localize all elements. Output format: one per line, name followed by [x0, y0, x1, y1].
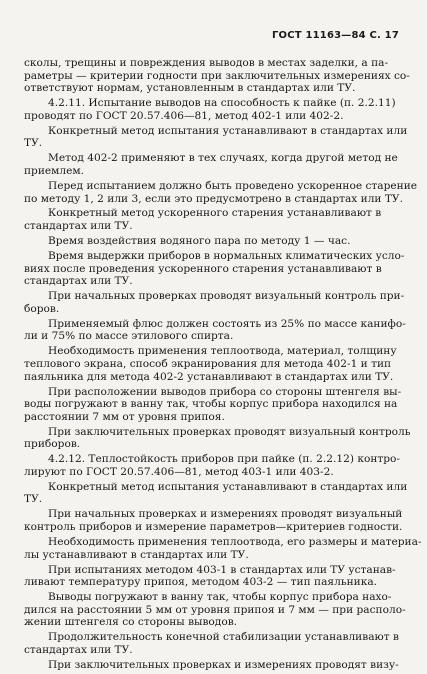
text-line: воды погружают в ванну так, чтобы корпус прибора находился на [24, 398, 398, 411]
text-line: При заключительных проверках и измерениях проводят визу- [48, 658, 399, 671]
text-line: Конкретный метод ускоренного старения устанавливают в [48, 207, 382, 220]
text-line: Время воздействия водяного пара по методу 1 — час. [48, 235, 351, 248]
text-line: При начальных проверках и измерениях проводят визуальный [48, 508, 403, 521]
paragraph [24, 480, 408, 506]
text-line: паяльника для метода 402-2 устанавливают в стандартах или ТУ. [24, 370, 394, 383]
text-line: дился на расстоянии 5 мм от уровня припоя и 7 мм — при располо- [24, 603, 406, 616]
text-line: Конкретный метод испытания устанавливают в стандартах или [48, 124, 408, 137]
text-line: При испытаниях методом 403-1 в стандартах или ТУ устанав- [48, 563, 396, 576]
text-line: При начальных проверках проводят визуальный контроль при- [48, 290, 405, 303]
paragraph [24, 235, 398, 248]
text-line: приборов. [24, 438, 81, 451]
paragraph [24, 179, 418, 205]
text-line: ТУ. [24, 493, 43, 506]
paragraph [24, 207, 398, 232]
text-line: ТУ. [24, 137, 43, 150]
paragraph [24, 250, 405, 288]
paragraph [24, 425, 411, 451]
text-line: стандартах или ТУ. [24, 643, 133, 656]
paragraph [24, 290, 405, 315]
paragraph [24, 453, 398, 478]
page-header: ГОСТ 11163—84 С. 17 [271, 30, 399, 41]
text-line: по методу 1, 2 или 3, если это предусмотрено в стандартах или ТУ. [24, 192, 403, 205]
text-line: Продолжительность конечной стабилизации устанавливают в [48, 631, 399, 644]
text-line: ответствуют нормам, установленным в стандартах или ТУ. [24, 82, 356, 95]
paragraph [24, 57, 410, 95]
document-body [24, 57, 422, 674]
text-line: лируют по ГОСТ 20.57.406—81, метод 403-1 или 403-2. [24, 465, 334, 478]
text-line: 4.2.11. Испытание выводов на способность к пайке (п. 2.2.11) [48, 97, 396, 110]
paragraph [24, 345, 398, 383]
text-line: проводят по ГОСТ 20.57.406—81, метод 402-1 или 402-2. [24, 109, 344, 122]
text-line: приемлем. [24, 164, 85, 177]
text-line: Применяемый флюс должен состоять из 25% по массе канифо- [48, 317, 406, 330]
text-line: При заключительных проверках проводят визуальный контроль [48, 425, 411, 438]
text-line: виях после проведения ускоренного старения устанавливают в [24, 262, 382, 275]
text-line: Перед испытанием должно быть проведено ускоренное старение [48, 179, 418, 192]
text-line: Необходимость применения теплоотвода, материал, толщину [48, 345, 397, 358]
paragraph [24, 591, 406, 629]
text-line: расстоянии 7 мм от уровня припоя. [24, 410, 225, 423]
paragraph [24, 152, 398, 177]
paragraph [24, 124, 408, 150]
paragraph [24, 659, 398, 672]
text-line: Выводы погружают в ванну так, чтобы корпус прибора нахо- [48, 591, 392, 604]
text-line: ливают температуру припоя, методом 403-2 — тип паяльника. [24, 576, 378, 589]
text-line: стандартах или ТУ. [24, 275, 133, 288]
text-line: контроль приборов и измерение параметров—критериев годности. [24, 521, 403, 534]
text-line: сколы, трещины и повреждения выводов в местах заделки, а па- [24, 57, 389, 69]
text-line: Необходимость применения теплоотвода, его размеры и материа- [48, 536, 422, 549]
text-line: раметры — критерии годности при заключительных измерениях со- [24, 69, 410, 82]
text-line: лы устанавливают в стандартах или ТУ. [24, 548, 249, 561]
paragraph [24, 508, 403, 534]
paragraph [24, 564, 398, 589]
paragraph [24, 317, 406, 343]
paragraph [24, 385, 402, 424]
text-line: 4.2.12. Теплостойкость приборов при пайке (п. 2.2.12) контро- [48, 453, 400, 466]
text-line: боров. [24, 302, 60, 315]
text-line: стандартах или ТУ. [24, 220, 133, 233]
text-line: жении штенгеля со стороны выводов. [24, 616, 238, 629]
paragraph [24, 536, 422, 561]
paragraph [24, 97, 398, 122]
text-line: При расположении выводов прибора со стороны штенгеля вы- [48, 385, 402, 398]
text-line: Конкретный метод испытания устанавливают в стандартах или [48, 480, 408, 493]
text-line: ли и 75% по массе этилового спирта. [24, 330, 234, 343]
paragraph [24, 631, 398, 656]
text-line: Метод 402-2 применяют в тех случаях, когда другой метод не [48, 152, 398, 165]
text-line: Время выдержки приборов в нормальных климатических усло- [48, 250, 405, 263]
text-line: теплового экрана, способ экранирования для метода 402-1 и тип [24, 357, 392, 370]
